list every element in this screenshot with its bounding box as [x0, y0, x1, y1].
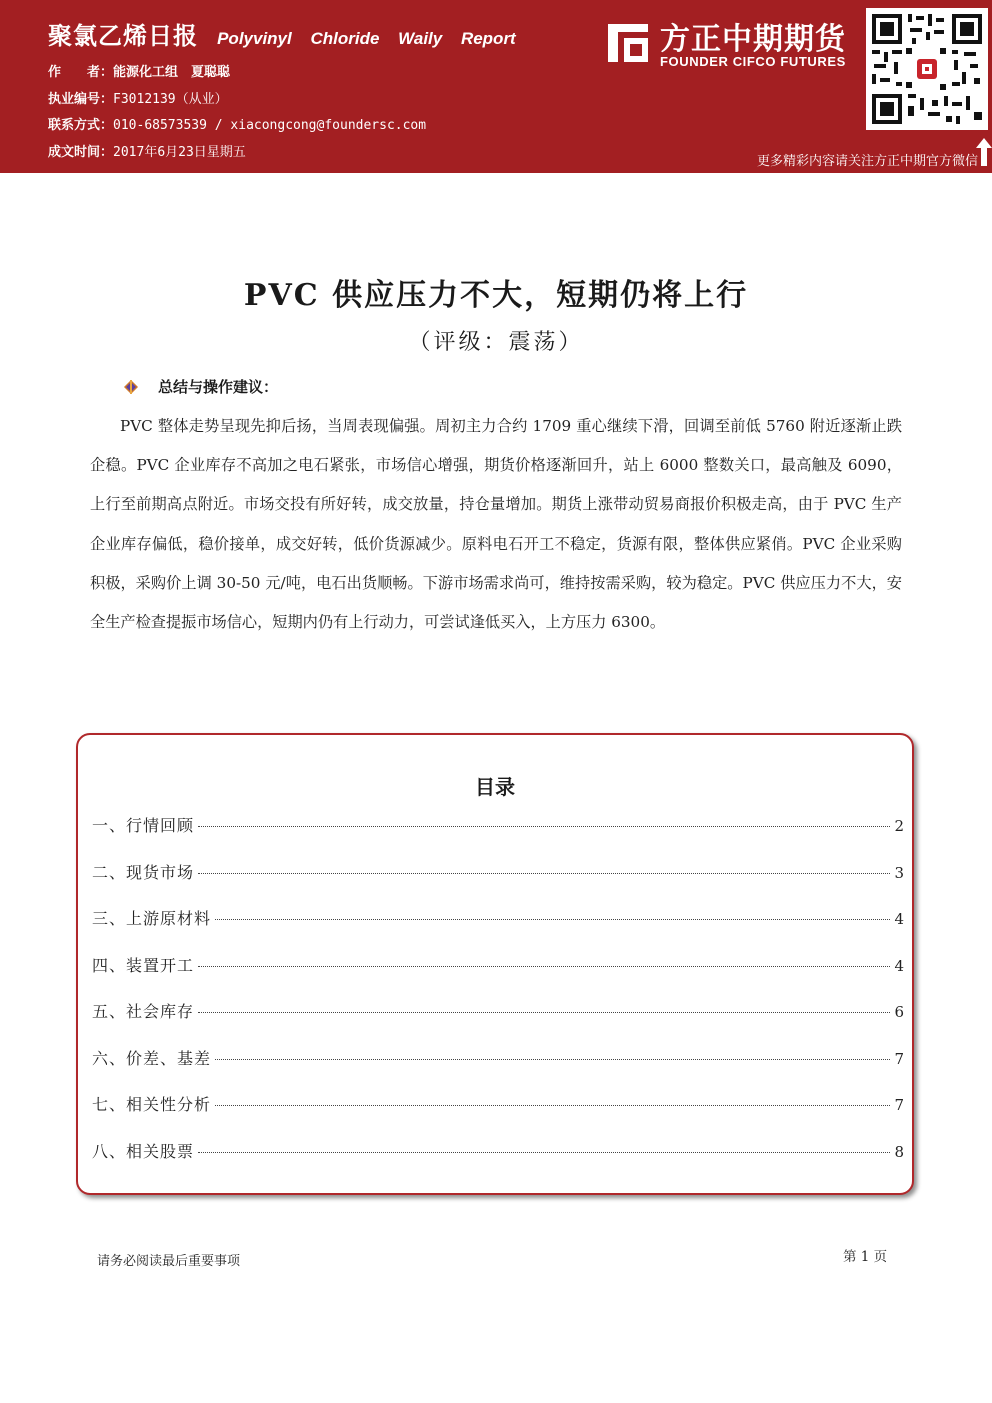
logo-text-en: FOUNDER CIFCO FUTURES: [660, 54, 846, 69]
toc-item[interactable]: [92, 860, 904, 907]
toc-item-page: 4: [894, 910, 904, 928]
logo-text-cn: 方正中期期货: [660, 22, 846, 57]
company-logo: [604, 14, 859, 76]
toc-item-label: 三、上游原材料: [92, 909, 212, 928]
toc-item[interactable]: [92, 906, 904, 953]
toc-item-page: 2: [894, 817, 904, 835]
toc-item-page: 8: [894, 1142, 904, 1161]
toc-item[interactable]: [92, 1092, 904, 1139]
toc-title: 目录: [475, 775, 515, 799]
header-divider: [0, 170, 992, 173]
meta-author-value: 能源化工组 夏聪聪: [113, 65, 231, 80]
logo-mark-icon: [604, 18, 652, 66]
toc-item-label: 一、行情回顾: [92, 816, 195, 835]
toc-dot-leader: [215, 1105, 890, 1106]
meta-contact-label: 联系方式：: [48, 118, 114, 133]
toc-item[interactable]: [92, 1046, 904, 1093]
meta-license-label: 执业编号：: [48, 91, 114, 107]
document-rating: （评级：震荡）: [408, 330, 584, 355]
wechat-qr-code: [866, 8, 988, 130]
author-meta: [48, 60, 426, 166]
toc-list: [92, 813, 904, 1185]
summary-paragraph: [90, 407, 902, 642]
summary-text: PVC 整体走势呈现先抑后扬，当周表现偏强。周初主力合约 1709 重心继续下滑，回调至前低 5760 附近逐渐止跌企稳。PVC 企业库存不高加之电石紧张，市场信心增强，期货价格逐渐回升，站上 6000 整数关口，最高触及 6090，上行至前期高点附近。市场交投有所好转，成交放量，持仓量增加。期货上涨带动贸易商报价积极走高，由于 PVC 生产企业库存偏低，稳价接单，成交好转，低价货源减少。原料电石开工不稳定，货源有限，整体供应紧俏。PVC 企业采购积极，采购价上调 30-50 元/吨，电石出货顺畅。下游市场需求尚可，维持按需采购，较为稳定。PVC 供应压力不大，安全生产检查提振市场信心，短期内仍有上行动力，可尝试逢低买入，上方压力 6300。: [90, 417, 902, 632]
meta-contact: [48, 113, 426, 140]
toc-dot-leader: [198, 1012, 890, 1013]
toc-item-page: 4: [894, 956, 904, 975]
report-title-cn: 聚氯乙烯日报: [48, 22, 198, 50]
toc-item-label: 五、社会库存: [92, 1002, 195, 1021]
meta-author: [48, 60, 426, 87]
diamond-bullet-icon: [124, 380, 138, 394]
meta-date-value: 2017年6月23日星期五: [113, 144, 246, 160]
toc-item-page: 6: [894, 1003, 904, 1021]
toc-dot-leader: [215, 1059, 890, 1060]
toc-item[interactable]: [92, 813, 904, 860]
toc-dot-leader: [215, 919, 890, 920]
toc-item[interactable]: [92, 999, 904, 1046]
meta-date-label: 成文时间：: [48, 144, 114, 160]
summary-heading-text: 总结与操作建议：: [158, 378, 279, 396]
meta-author-label: 作 者：: [48, 65, 114, 80]
meta-license: [48, 87, 426, 114]
toc-item-label: 七、相关性分析: [92, 1095, 212, 1114]
toc-item-label: 六、价差、基差: [92, 1048, 212, 1068]
footer-disclaimer-note: 请务必阅读最后重要事项: [97, 1254, 241, 1269]
toc-item-page: 7: [894, 1096, 904, 1114]
meta-license-value: F3012139（从业）: [113, 91, 228, 107]
toc-dot-leader: [198, 966, 890, 967]
toc-item[interactable]: [92, 1139, 904, 1186]
table-of-contents: [76, 733, 914, 1195]
up-arrow-icon: [976, 138, 992, 166]
footer-page-number: 第 1 页: [843, 1249, 888, 1265]
summary-heading: [124, 376, 278, 397]
report-title-row: [48, 16, 516, 51]
toc-item[interactable]: [92, 953, 904, 1000]
toc-item-label: 二、现货市场: [92, 862, 195, 882]
document-title: PVC 供应压力不大，短期仍将上行: [243, 278, 749, 313]
toc-dot-leader: [198, 873, 890, 874]
meta-date: [48, 140, 426, 167]
toc-item-label: 八、相关股票: [92, 1141, 195, 1161]
report-title-en: Polyvinyl Chloride Waily Report: [217, 29, 516, 48]
meta-contact-value: 010-68573539 / xiacongcong@foundersc.com: [113, 118, 427, 133]
toc-dot-leader: [198, 826, 890, 827]
report-header: [0, 0, 992, 170]
qr-code-icon: [866, 8, 988, 130]
toc-item-label: 四、装置开工: [92, 955, 195, 975]
toc-item-page: 7: [894, 1049, 904, 1068]
wechat-follow-tip: 更多精彩内容请关注方正中期官方微信: [756, 154, 978, 169]
toc-dot-leader: [198, 1152, 890, 1153]
toc-item-page: 3: [894, 863, 904, 882]
